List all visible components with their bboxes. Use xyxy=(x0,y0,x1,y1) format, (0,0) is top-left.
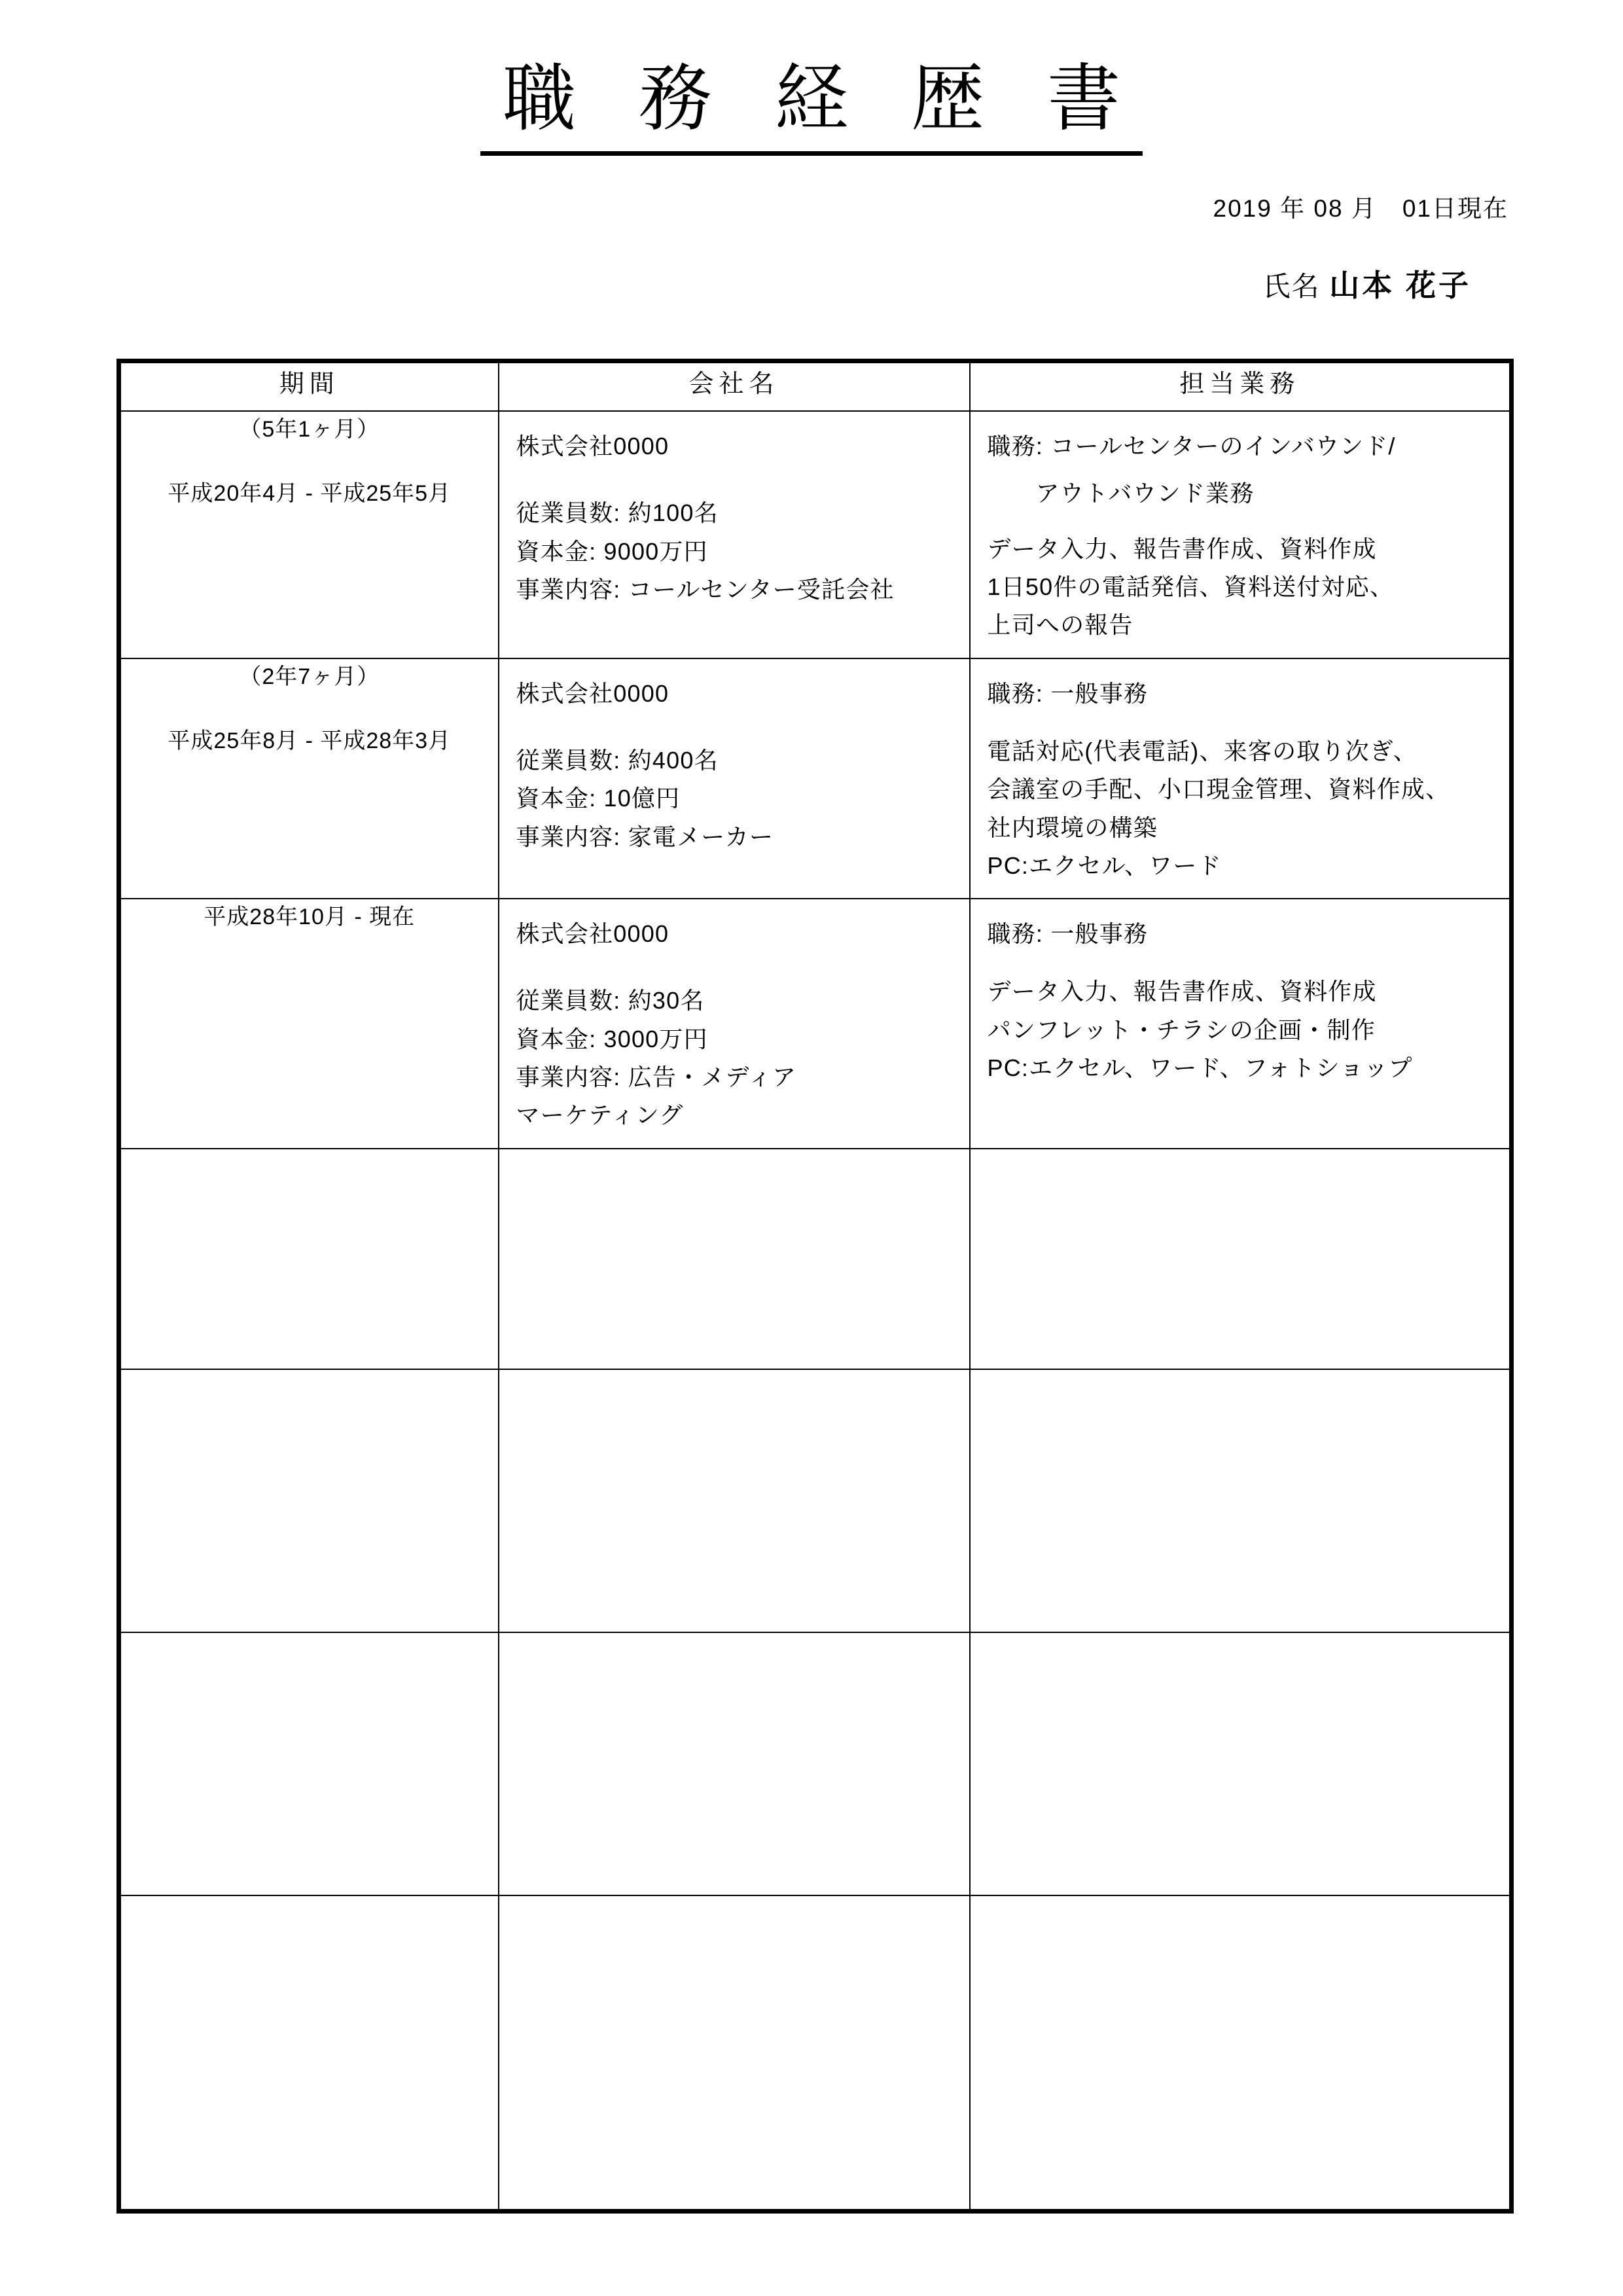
duty-role-label: 職務: xyxy=(987,433,1044,459)
table-row xyxy=(119,658,1512,899)
table-row-empty xyxy=(119,1369,1512,1632)
company-block xyxy=(499,899,969,1148)
cell-company xyxy=(499,411,970,658)
cell-duties-empty xyxy=(970,1895,1512,2211)
cell-period xyxy=(119,411,499,658)
period-span: 平成25年8月 - 平成28年3月 xyxy=(168,728,452,753)
cell-duties-empty xyxy=(970,1632,1512,1895)
cell-company xyxy=(499,658,970,899)
company-block xyxy=(499,412,969,622)
duty-item: 電話対応(代表電話)、来客の取り次ぎ、 xyxy=(987,737,1418,764)
period-block xyxy=(121,899,498,935)
duty-role-value: 一般事務 xyxy=(1050,679,1149,707)
company-name: 株式会社0000 xyxy=(516,679,669,707)
period-duration: （5年1ヶ月） xyxy=(239,417,380,442)
duty-item: PC:エクセル、ワード xyxy=(987,852,1222,879)
duty-role-label: 職務: xyxy=(987,920,1044,948)
period-span: 平成20年4月 - 平成25年5月 xyxy=(168,481,452,507)
cell-period-empty xyxy=(119,1149,499,1369)
table-row-empty xyxy=(119,1149,1512,1369)
cell-duties-empty xyxy=(970,1149,1512,1369)
column-header-company: 会社名 xyxy=(499,361,970,412)
name-value: 山本 花子 xyxy=(1329,268,1471,302)
table-row xyxy=(119,899,1512,1149)
duty-item: 社内環境の構築 xyxy=(987,814,1158,841)
table-row-empty xyxy=(119,1895,1512,2211)
company-employees: 従業員数: 約30名 xyxy=(516,987,705,1014)
table-header-row xyxy=(119,361,1512,412)
company-capital: 資本金: 9000万円 xyxy=(516,537,708,565)
name-label: 氏名 xyxy=(1262,271,1321,302)
column-header-period: 期間 xyxy=(119,361,499,412)
company-business-cont: マーケティング xyxy=(516,1102,684,1129)
period-span: 平成28年10月 - 現在 xyxy=(204,905,416,930)
document-date: 2019 年 08 月 01日現在 xyxy=(1213,195,1508,222)
company-capital: 資本金: 3000万円 xyxy=(516,1025,708,1052)
company-business: 事業内容: 家電メーカー xyxy=(516,823,774,850)
duty-role-line xyxy=(988,915,1493,953)
duty-role-label: 職務: xyxy=(987,679,1044,707)
duty-item: PC:エクセル、ワード、フォトショップ xyxy=(987,1054,1413,1082)
cell-duties xyxy=(970,899,1512,1149)
applicant-name-line xyxy=(1263,262,1471,305)
duties-block xyxy=(971,412,1510,658)
duty-role-value: 一般事務 xyxy=(1050,920,1149,948)
company-business: 事業内容: 広告・メディア xyxy=(516,1064,797,1091)
duty-item: パンフレット・チラシの企画・制作 xyxy=(987,1016,1376,1043)
cell-company xyxy=(499,899,970,1149)
cell-duties xyxy=(970,658,1512,899)
page-title: 職 務 経 歴 書 xyxy=(480,58,1143,156)
company-employees: 従業員数: 約100名 xyxy=(516,499,719,527)
column-header-duties: 担当業務 xyxy=(970,361,1512,412)
cell-duties xyxy=(970,411,1512,658)
duties-block xyxy=(971,899,1510,1100)
period-block xyxy=(121,659,498,759)
duty-item: データ入力、報告書作成、資料作成 xyxy=(987,978,1377,1005)
company-block xyxy=(499,659,969,869)
cell-duties-empty xyxy=(970,1369,1512,1632)
duty-role-line xyxy=(988,675,1493,713)
cell-period xyxy=(119,658,499,899)
cell-period xyxy=(119,899,499,1149)
cell-period-empty xyxy=(119,1369,499,1632)
career-history-table xyxy=(116,359,1514,2214)
duties-block xyxy=(971,659,1510,899)
cell-company-empty xyxy=(499,1369,970,1632)
cell-company-empty xyxy=(499,1895,970,2211)
duty-role-continuation: アウトバウンド業務 xyxy=(1035,480,1255,507)
cell-company-empty xyxy=(499,1632,970,1895)
company-employees: 従業員数: 約400名 xyxy=(516,746,719,774)
duty-item: 会議室の手配、小口現金管理、資料作成、 xyxy=(987,776,1450,803)
table-row-empty xyxy=(119,1632,1512,1895)
duty-item: 上司への報告 xyxy=(987,611,1133,639)
cell-period-empty xyxy=(119,1895,499,2211)
company-name: 株式会社0000 xyxy=(516,433,669,459)
table-row xyxy=(119,411,1512,658)
period-block xyxy=(121,412,498,512)
page-title-container xyxy=(0,58,1623,156)
company-business: 事業内容: コールセンター受託会社 xyxy=(516,575,895,603)
duty-item: 1日50件の電話発信、資料送付対応、 xyxy=(987,573,1395,600)
duty-role-line xyxy=(988,427,1493,465)
period-duration: （2年7ヶ月） xyxy=(239,664,380,689)
duty-role-value: コールセンターのインバウンド/ xyxy=(1050,433,1396,459)
cell-company-empty xyxy=(499,1149,970,1369)
company-name: 株式会社0000 xyxy=(516,920,669,948)
cell-period-empty xyxy=(119,1632,499,1895)
company-capital: 資本金: 10億円 xyxy=(516,785,681,812)
duty-item: データ入力、報告書作成、資料作成 xyxy=(987,535,1377,562)
